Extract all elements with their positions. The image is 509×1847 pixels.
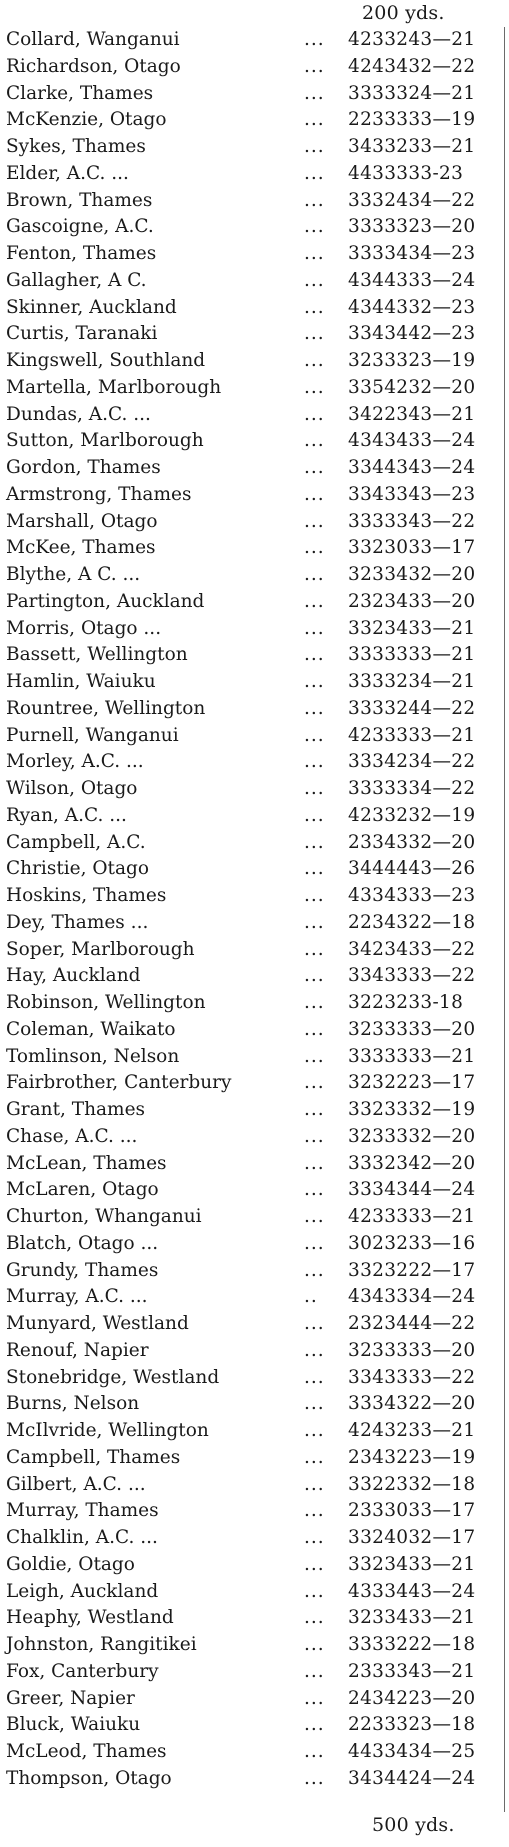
score-value: 4344332—23 (348, 296, 476, 318)
score-value: 4243233—21 (348, 1420, 476, 1441)
score-value: 3323433—21 (348, 617, 476, 639)
range-footer: 500 yds. (372, 1814, 455, 1836)
competitor-name: Gordon, Thames (6, 457, 161, 478)
leader-dots: ... (304, 323, 325, 345)
score-row (6, 1391, 504, 1418)
competitor-name: Campbell, Thames (6, 1446, 181, 1468)
competitor-name: Fairbrother, Canterbury (6, 1072, 232, 1094)
score-value: 4243432—22 (348, 55, 476, 77)
score-row (6, 321, 504, 348)
score-value: 3354232—20 (348, 376, 476, 398)
score-row (6, 54, 504, 81)
score-row (6, 27, 504, 54)
score-row (6, 1418, 504, 1445)
leader-dots: ... (304, 109, 325, 131)
score-row (6, 937, 504, 964)
leader-dots: ... (304, 1500, 325, 1522)
score-row (6, 723, 504, 750)
score-row (6, 883, 504, 910)
competitor-name: Blatch, Otago ... (6, 1232, 159, 1254)
score-value: 3344343—24 (348, 457, 476, 478)
score-value: 2233323—18 (348, 1714, 476, 1736)
score-row (6, 1365, 504, 1392)
score-value: 3444443—26 (348, 858, 476, 880)
score-value: 2343223—19 (348, 1446, 476, 1468)
competitor-name: Skinner, Auckland (6, 296, 177, 318)
leader-dots: ... (304, 510, 325, 532)
score-value: 3334322—20 (348, 1393, 476, 1415)
competitor-name: Christie, Otago (6, 858, 149, 880)
score-row (6, 1044, 504, 1071)
competitor-name: McKee, Thames (6, 537, 156, 559)
competitor-name: Clarke, Thames (6, 82, 154, 104)
score-row (6, 1472, 504, 1499)
score-value: 3323033—17 (348, 537, 476, 559)
score-row (6, 268, 504, 295)
leader-dots: ... (304, 644, 325, 666)
score-value: 3332342—20 (348, 1152, 476, 1174)
score-row (6, 402, 504, 429)
competitor-name: Sutton, Marlborough (6, 430, 204, 452)
competitor-name: Chalklin, A.C. ... (6, 1527, 158, 1548)
score-value: 4344333—24 (348, 269, 476, 291)
competitor-name: Grant, Thames (6, 1099, 146, 1120)
leader-dots: ... (304, 216, 325, 238)
leader-dots: ... (304, 938, 325, 960)
score-value: 3324032—17 (348, 1527, 476, 1548)
competitor-name: Ryan, A.C. ... (6, 804, 127, 826)
leader-dots: ... (304, 617, 325, 639)
score-row (6, 830, 504, 857)
score-value: 3323433—21 (348, 1553, 476, 1575)
score-row (6, 1124, 504, 1151)
score-value: 3434424—24 (348, 1767, 476, 1789)
score-row (6, 1204, 504, 1231)
leader-dots: ... (304, 376, 325, 398)
score-row (6, 589, 504, 616)
score-row (6, 1632, 504, 1659)
competitor-name: McIlvride, Wellington (6, 1420, 209, 1441)
competitor-name: Fenton, Thames (6, 243, 157, 264)
leader-dots: ... (304, 350, 325, 371)
competitor-name: Johnston, Rangitikei (6, 1634, 197, 1655)
score-row (6, 1445, 504, 1472)
leader-dots: ... (304, 403, 325, 425)
leader-dots: ... (304, 1125, 325, 1147)
competitor-name: Hay, Auckland (6, 965, 141, 987)
leader-dots: ... (304, 1045, 325, 1067)
competitor-name: Gascoigne, A.C. (6, 216, 154, 238)
leader-dots: ... (304, 1259, 325, 1281)
competitor-name: Munyard, Westland (6, 1313, 189, 1334)
competitor-name: Elder, A.C. ... (6, 162, 129, 184)
leader-dots: ... (304, 804, 325, 826)
competitor-name: Hoskins, Thames (6, 885, 167, 906)
score-value: 3343442—23 (348, 323, 476, 345)
leader-dots: ... (304, 136, 325, 157)
leader-dots: ... (304, 564, 325, 585)
leader-dots: ... (304, 965, 325, 987)
score-value: 2234322—18 (348, 911, 476, 933)
score-row (6, 241, 504, 268)
score-value: 3333434—23 (348, 243, 476, 264)
score-value: 3333234—21 (348, 671, 476, 692)
score-row (6, 81, 504, 108)
competitor-name: Wilson, Otago (6, 778, 138, 799)
competitor-name: Greer, Napier (6, 1687, 135, 1709)
competitor-name: Marshall, Otago (6, 510, 158, 532)
leader-dots: ... (304, 55, 325, 77)
competitor-name: Armstrong, Thames (6, 483, 192, 505)
score-value: 3333333—21 (348, 1045, 476, 1067)
score-row (6, 1017, 504, 1044)
leader-dots: ... (304, 1527, 325, 1548)
competitor-name: Leigh, Auckland (6, 1580, 159, 1602)
score-value: 2333343—21 (348, 1660, 476, 1682)
score-value: 4233333—21 (348, 724, 476, 746)
score-value: 2333033—17 (348, 1500, 476, 1522)
leader-dots: ... (304, 697, 325, 719)
leader-dots: ... (304, 1767, 325, 1789)
score-value: 3323222—17 (348, 1259, 476, 1281)
score-value: 3332434—22 (348, 189, 476, 211)
competitor-name: Brown, Thames (6, 189, 153, 211)
leader-dots: ... (304, 858, 325, 880)
leader-dots: ... (304, 29, 325, 50)
score-value: 4343433—24 (348, 430, 476, 452)
competitor-name: Tomlinson, Nelson (6, 1045, 180, 1067)
leader-dots: ... (304, 724, 325, 746)
leader-dots: ... (304, 1580, 325, 1602)
competitor-name: Heaphy, Westland (6, 1607, 174, 1629)
score-value: 4433434—25 (348, 1741, 476, 1762)
leader-dots: ... (304, 751, 325, 773)
competitor-name: Richardson, Otago (6, 55, 181, 77)
score-row (6, 509, 504, 536)
score-row (6, 295, 504, 322)
score-value: 3333333—21 (348, 644, 476, 666)
score-value: 3223233-18 (348, 992, 464, 1013)
score-value: 4334333—23 (348, 885, 476, 906)
score-row (6, 1070, 504, 1097)
leader-dots: ... (304, 82, 325, 104)
leader-dots: ... (304, 1018, 325, 1040)
score-row (6, 375, 504, 402)
range-header: 200 yds. (362, 2, 445, 24)
score-row (6, 1498, 504, 1525)
leader-dots: ... (304, 1473, 325, 1495)
score-value: 3333222—18 (348, 1634, 476, 1655)
score-row (6, 1338, 504, 1365)
leader-dots: ... (304, 1206, 325, 1227)
score-value: 4233243—21 (348, 29, 476, 50)
score-rows (6, 27, 505, 1812)
leader-dots: ... (304, 1152, 325, 1174)
competitor-name: McKenzie, Otago (6, 109, 167, 131)
score-row (6, 188, 504, 215)
score-value: 3233432—20 (348, 564, 476, 585)
leader-dots: ... (304, 430, 325, 452)
competitor-name: Stonebridge, Westland (6, 1366, 220, 1388)
score-row (6, 910, 504, 937)
score-value: 3322332—18 (348, 1473, 476, 1495)
leader-dots: ... (304, 778, 325, 799)
score-value: 3233433—21 (348, 1607, 476, 1629)
leader-dots: ... (304, 1179, 325, 1201)
score-value: 3423433—22 (348, 938, 476, 960)
leader-dots: ... (304, 189, 325, 211)
competitor-name: Rountree, Wellington (6, 697, 206, 719)
leader-dots: ... (304, 162, 325, 184)
competitor-name: Coleman, Waikato (6, 1018, 176, 1040)
leader-dots: ... (304, 296, 325, 318)
leader-dots: ... (304, 457, 325, 478)
competitor-name: Blythe, A C. ... (6, 564, 141, 585)
leader-dots: .. (304, 1286, 318, 1308)
score-row (6, 696, 504, 723)
score-row (6, 1712, 504, 1739)
competitor-name: Grundy, Thames (6, 1259, 159, 1281)
score-row (6, 749, 504, 776)
leader-dots: ... (304, 1393, 325, 1415)
leader-dots: ... (304, 269, 325, 291)
leader-dots: ... (304, 243, 325, 264)
score-row (6, 1311, 504, 1338)
competitor-name: Morley, A.C. ... (6, 751, 144, 773)
competitor-name: Gilbert, A.C. ... (6, 1473, 146, 1495)
score-value: 3333324—21 (348, 82, 476, 104)
competitor-name: Bluck, Waiuku (6, 1714, 141, 1736)
competitor-name: Dundas, A.C. ... (6, 403, 151, 425)
score-value: 2323444—22 (348, 1313, 476, 1334)
score-value: 3233332—20 (348, 1125, 476, 1147)
score-row (6, 455, 504, 482)
leader-dots: ... (304, 1339, 325, 1361)
score-row (6, 1739, 504, 1766)
score-value: 4343334—24 (348, 1286, 476, 1308)
score-value: 3433233—21 (348, 136, 476, 157)
competitor-name: Sykes, Thames (6, 136, 146, 157)
score-row (6, 1097, 504, 1124)
leader-dots: ... (304, 1634, 325, 1655)
competitor-name: Goldie, Otago (6, 1553, 135, 1575)
leader-dots: ... (304, 1607, 325, 1629)
score-value: 2434223—20 (348, 1687, 476, 1709)
leader-dots: ... (304, 1553, 325, 1575)
score-row (6, 856, 504, 883)
score-value: 3333334—22 (348, 778, 476, 799)
score-row (6, 1766, 504, 1793)
competitor-name: McLaren, Otago (6, 1179, 159, 1201)
score-row (6, 134, 504, 161)
score-row (6, 482, 504, 509)
score-row (6, 669, 504, 696)
competitor-name: Dey, Thames ... (6, 911, 149, 933)
leader-dots: ... (304, 911, 325, 933)
score-row (6, 1659, 504, 1686)
competitor-name: Collard, Wanganui (6, 29, 180, 50)
competitor-name: McLean, Thames (6, 1152, 167, 1174)
score-value: 3422343—21 (348, 403, 476, 425)
leader-dots: ... (304, 831, 325, 853)
score-value: 4233232—19 (348, 804, 476, 826)
score-row (6, 963, 504, 990)
competitor-name: Burns, Nelson (6, 1393, 140, 1415)
competitor-name: Renouf, Napier (6, 1339, 149, 1361)
leader-dots: ... (304, 885, 325, 906)
score-value: 4433333-23 (348, 162, 464, 184)
score-row (6, 1686, 504, 1713)
score-row (6, 214, 504, 241)
score-value: 3232223—17 (348, 1072, 476, 1094)
competitor-name: Soper, Marlborough (6, 938, 195, 960)
score-row (6, 616, 504, 643)
score-value: 3343333—22 (348, 965, 476, 987)
competitor-name: Churton, Whanganui (6, 1206, 202, 1227)
leader-dots: ... (304, 671, 325, 692)
score-value: 2233333—19 (348, 109, 476, 131)
leader-dots: ... (304, 537, 325, 559)
score-row (6, 803, 504, 830)
score-row (6, 1525, 504, 1552)
competitor-name: Gallagher, A C. (6, 269, 147, 291)
score-row (6, 1258, 504, 1285)
leader-dots: ... (304, 992, 325, 1013)
competitor-name: Curtis, Taranaki (6, 323, 158, 345)
competitor-name: Murray, Thames (6, 1500, 159, 1522)
score-value: 3323332—19 (348, 1099, 476, 1120)
leader-dots: ... (304, 1099, 325, 1120)
score-row (6, 107, 504, 134)
score-value: 2334332—20 (348, 831, 476, 853)
competitor-name: Kingswell, Southland (6, 350, 206, 371)
competitor-name: Fox, Canterbury (6, 1660, 159, 1682)
competitor-name: Thompson, Otago (6, 1767, 172, 1789)
score-value: 3023233—16 (348, 1232, 476, 1254)
leader-dots: ... (304, 1687, 325, 1709)
competitor-name: Morris, Otago ... (6, 617, 162, 639)
leader-dots: ... (304, 483, 325, 505)
competitor-name: Purnell, Wanganui (6, 724, 179, 746)
leader-dots: ... (304, 1232, 325, 1254)
score-row (6, 161, 504, 188)
score-row (6, 535, 504, 562)
score-row (6, 1552, 504, 1579)
score-row (6, 428, 504, 455)
score-row (6, 562, 504, 589)
score-value: 2323433—20 (348, 590, 476, 612)
score-row (6, 642, 504, 669)
leader-dots: ... (304, 1660, 325, 1682)
leader-dots: ... (304, 1072, 325, 1094)
leader-dots: ... (304, 590, 325, 612)
score-value: 3343333—22 (348, 1366, 476, 1388)
score-value: 4333443—24 (348, 1580, 476, 1602)
leader-dots: ... (304, 1741, 325, 1762)
competitor-name: Murray, A.C. ... (6, 1286, 148, 1308)
score-row (6, 1231, 504, 1258)
competitor-name: Martella, Marlborough (6, 376, 222, 398)
score-row (6, 1579, 504, 1606)
score-value: 3334344—24 (348, 1179, 476, 1201)
score-value: 3333343—22 (348, 510, 476, 532)
score-row (6, 776, 504, 803)
competitor-name: Hamlin, Waiuku (6, 671, 156, 692)
leader-dots: ... (304, 1366, 325, 1388)
leader-dots: ... (304, 1313, 325, 1334)
score-value: 3333244—22 (348, 697, 476, 719)
score-value: 3343343—23 (348, 483, 476, 505)
score-value: 3233333—20 (348, 1018, 476, 1040)
competitor-name: McLeod, Thames (6, 1741, 167, 1762)
leader-dots: ... (304, 1420, 325, 1441)
score-row (6, 1177, 504, 1204)
score-row (6, 1605, 504, 1632)
leader-dots: ... (304, 1446, 325, 1468)
score-value: 3334234—22 (348, 751, 476, 773)
competitor-name: Robinson, Wellington (6, 992, 206, 1013)
score-value: 3333323—20 (348, 216, 476, 238)
score-value: 3233323—19 (348, 350, 476, 371)
score-row (6, 348, 504, 375)
score-row (6, 990, 504, 1017)
score-row (6, 1284, 504, 1311)
competitor-name: Chase, A.C. ... (6, 1125, 138, 1147)
score-row (6, 1151, 504, 1178)
competitor-name: Campbell, A.C. (6, 831, 146, 853)
leader-dots: ... (304, 1714, 325, 1736)
competitor-name: Bassett, Wellington (6, 644, 188, 666)
score-value: 3233333—20 (348, 1339, 476, 1361)
score-value: 4233333—21 (348, 1206, 476, 1227)
competitor-name: Partington, Auckland (6, 590, 205, 612)
